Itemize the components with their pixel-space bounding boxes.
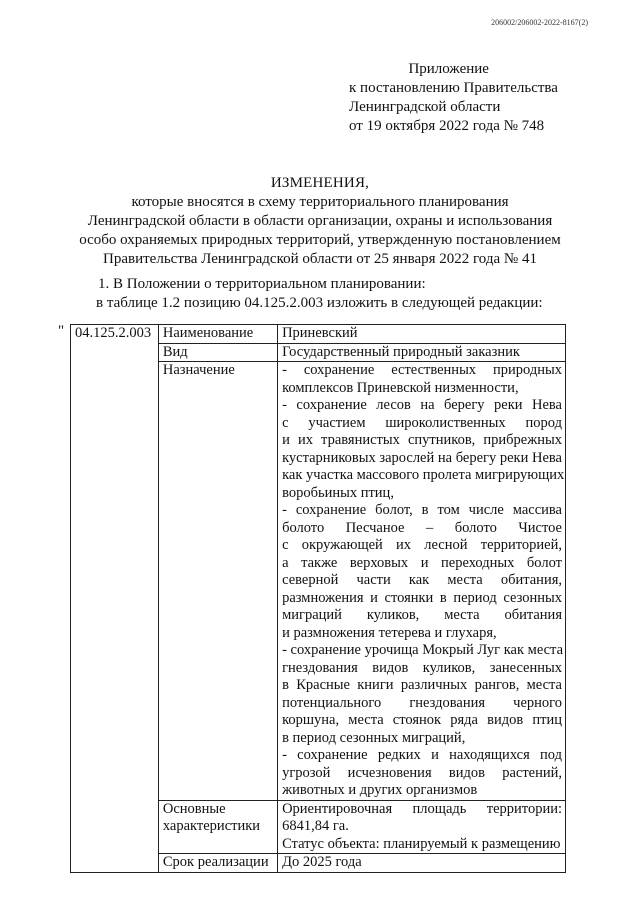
purpose-line: животных и других организмов xyxy=(282,782,478,798)
purpose-line: воробьиных птиц, xyxy=(282,484,394,501)
purpose-line: и их травянистых спутников, прибрежных xyxy=(282,432,562,448)
purpose-line: угрозой исчезновения видов растений, xyxy=(282,764,562,781)
main-line: Статус объекта: планируемый к размещению xyxy=(282,835,561,852)
main-line: Ориентировочная площадь территории: xyxy=(282,800,562,817)
purpose-line: комплексов Приневской низменности, xyxy=(282,379,519,396)
title-line: Ленинградской области в области организации, охраны и использования xyxy=(87,213,553,229)
changes-table xyxy=(70,324,566,873)
field-purpose-value xyxy=(278,362,566,801)
purpose-line: кустарниковых зарослей на берегу реки Нева xyxy=(282,449,562,466)
field-purpose-label: Назначение xyxy=(158,362,277,801)
position-code: 04.125.2.003 xyxy=(71,325,159,873)
purpose-line: с окружающей их лесной территорией, xyxy=(282,537,562,553)
section-point: 1. В Положении о территориальном планировании: xyxy=(98,276,426,292)
document-title xyxy=(0,174,640,269)
purpose-line: гнездования видов куликов, занесенных xyxy=(282,659,562,676)
purpose-line: а также верховых и переходных болот xyxy=(282,554,562,571)
appendix-label: Приложение xyxy=(408,61,489,77)
purpose-line: коршуна, места стоянок ряда видов птиц xyxy=(282,712,562,728)
purpose-line: болото Песчаное – болото Чистое xyxy=(282,519,562,536)
purpose-line: в Красные книги различных рангов, места xyxy=(282,677,562,693)
field-term-value: До 2025 года xyxy=(278,854,566,873)
field-name-label: Наименование xyxy=(158,325,277,344)
main-line: 6841,84 га. xyxy=(282,818,349,834)
purpose-line: как участка массового пролета мигрирующих xyxy=(282,467,565,483)
purpose-line: размножения и стоянки в период сезонных xyxy=(282,589,562,606)
title-line: особо охраняемых природных территорий, утвержденную постановлением xyxy=(79,232,561,248)
purpose-line: северной части как места обитания, xyxy=(282,572,562,588)
main-label-line: характеристики xyxy=(162,818,261,834)
appendix-line: к постановлению Правительства xyxy=(349,80,558,96)
purpose-line: в период сезонных миграций, xyxy=(282,729,466,746)
purpose-line: и размножения тетерева и глухаря, xyxy=(282,624,497,641)
table-row xyxy=(71,325,566,344)
appendix-block xyxy=(349,60,558,136)
appendix-date: от 19 октября 2022 года № 748 xyxy=(349,118,545,134)
purpose-line: - сохранение лесов на берегу реки Нева xyxy=(282,397,562,413)
section-instruction: в таблице 1.2 позицию 04.125.2.003 изложить в следующей редакции: xyxy=(96,295,543,311)
purpose-line: миграций куликов, места обитания xyxy=(282,607,562,623)
purpose-line: с участием широколиственных пород xyxy=(282,414,562,431)
field-main-value xyxy=(278,800,566,854)
field-term-label: Срок реализации xyxy=(158,854,277,873)
main-label-line: Основные xyxy=(162,800,226,817)
purpose-line: - сохранение редких и находящихся под xyxy=(282,747,562,763)
title-line: которые вносятся в схему территориального планирования xyxy=(131,194,509,210)
field-name-value: Приневский xyxy=(278,325,566,344)
purpose-line: - сохранение естественных природных xyxy=(282,362,562,378)
appendix-line: Ленинградской области xyxy=(349,99,501,115)
title-line: Правительства Ленинградской области от 25 января 2022 года № 41 xyxy=(103,251,537,267)
field-type-value: Государственный природный заказник xyxy=(278,343,566,362)
opening-quote: " xyxy=(58,323,65,339)
purpose-line: - сохранение урочища Мокрый Луг как места xyxy=(282,642,564,658)
purpose-line: - сохранение болот, в том числе массива xyxy=(282,502,562,518)
document-id: 206002/206002-2022-8167(2) xyxy=(491,18,588,27)
title-heading: ИЗМЕНЕНИЯ, xyxy=(270,175,370,191)
section-text xyxy=(98,275,543,313)
field-type-label: Вид xyxy=(158,343,277,362)
field-main-label xyxy=(158,800,277,854)
purpose-line: потенциального гнездования черного xyxy=(282,694,562,711)
